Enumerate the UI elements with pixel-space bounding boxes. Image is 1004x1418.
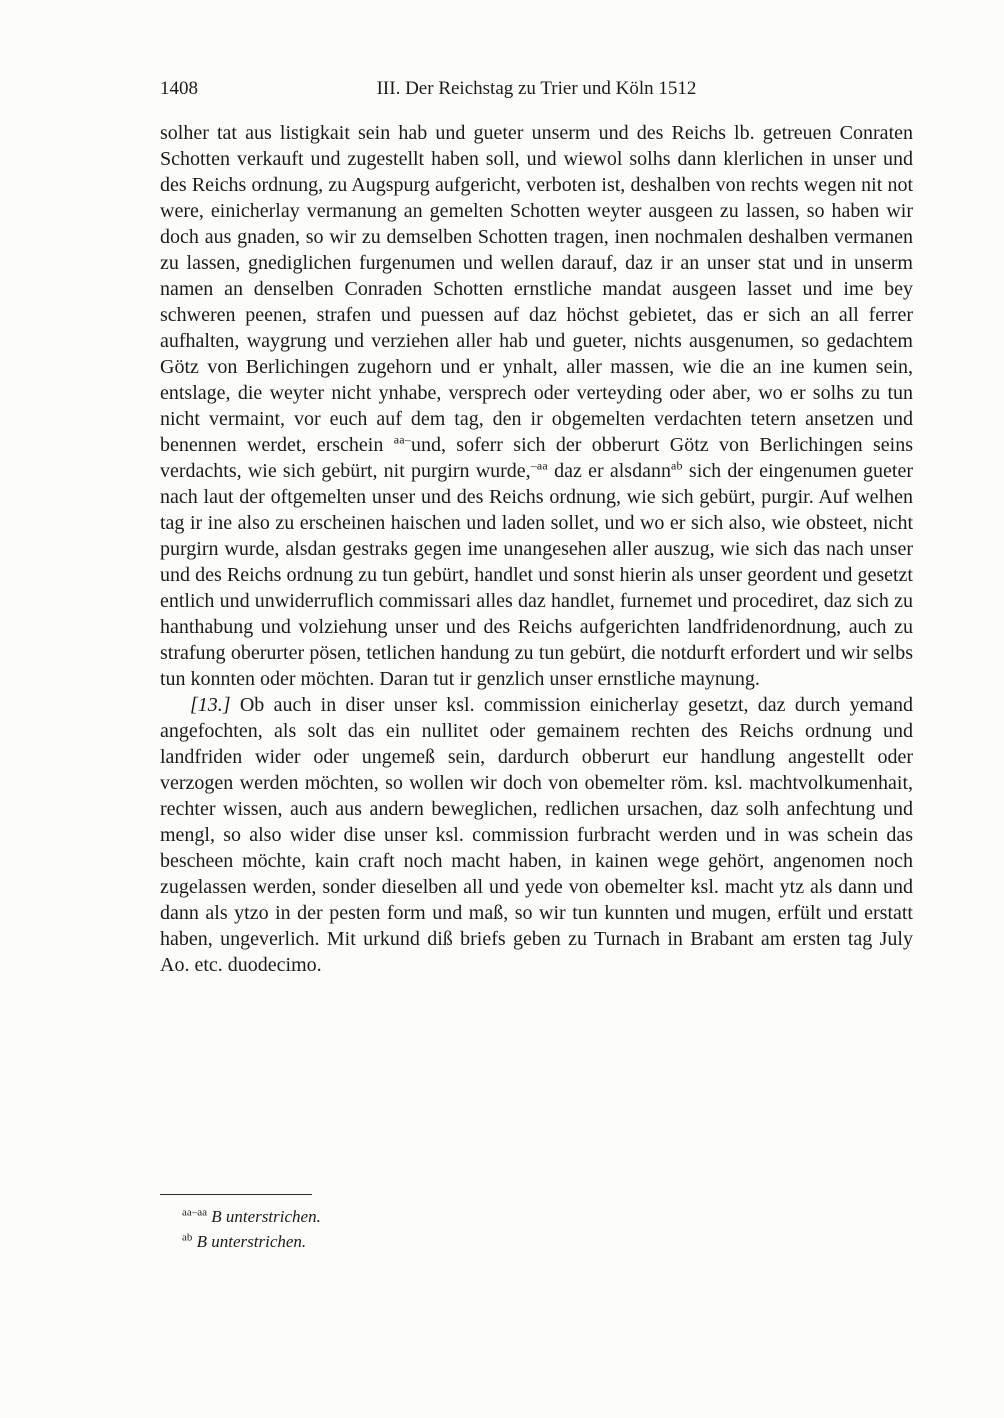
- footnote-ref-ab: ab: [670, 458, 683, 473]
- text-run: solher tat aus listigkait sein hab und gueter unserm und des Reichs lb. getreuen Conraten Schotten verkauft und zugestellt haben soll, und wiewol solhs dann klerlichen in unser und des Reichs ordnung, zu Augspurg aufgericht, verboten ist, deshalben von rechts wegen nit not were, einicherlay vermanung an gemelten Schotten weyter ausgeen zu lassen, so haben wir doch aus gnaden, so wir zu demselben Schotten tragen, inen nochmalen deshalben vermanen zu lassen, gnediglichen furgenumen und wellen darauf, daz ir an unser stat und in unserm namen an denselben Conraden Schotten ernstliche mandat ausgeen lasset und ime bey schweren peenen, strafen und puessen auf daz höchst gebietet, das er sich an all ferrer aufhalten, waygrung und verziehen aller hab und gueter, nichts ausgenumen, so gedachtem Götz von Berlichingen zugehorn und er ynhalt, aller massen, wie die an ine kumen sein, entslage, die weyter nicht ynhabe, versprech oder verteyding oder aber, wo er solhs zu tun nicht vermaint, vor euch auf dem tag, den ir obgemelten verdachten tetern ansetzen und benennen werdet, erschein: [160, 122, 913, 456]
- footnote-text: B unterstrichen.: [196, 1232, 307, 1251]
- text-run: sich der eingenumen gueter nach laut der oftgemelten unser und des Reichs ordnung, wie sich gebürt, purgir. Auf welhen tag ir ine also zu erscheinen haischen und laden sollet, und wo er sich also, wie obsteet, nicht purgirn wurde, alsdan gestraks gegen ime unangesehen aller auszug, wie sich das nach unser und des Reichs ordnung zu tun gebürt, handlet und sonst hierin als unser geordent und gesetzt entlich und unwiderruflich commissari alles daz handlet, furnemet und procediret, daz sich zu hanthabung und volziehung unser und des Reichs aufgerichten landfridenordnung, auch zu strafung oberurter pösen, tetlichen handung zu tun gebürt, die notdurft erfordert und wir selbs tun konnten oder möchten. Daran tut ir genzlich unser ernstliche maynung.: [160, 460, 914, 690]
- footnote-text: B unterstrichen.: [211, 1207, 321, 1226]
- text-run: daz er alsdann: [547, 460, 671, 482]
- footnote-separator-rule: [160, 1194, 312, 1195]
- footnote-marker-aa: aa–aa: [182, 1206, 208, 1219]
- section-number: [13.]: [190, 694, 231, 716]
- footnote-marker-ab: ab: [182, 1231, 193, 1244]
- text-run: und, soferr sich der obberurt Götz von Berlichingen seins verdachts, wie sich gebürt, nit purgirn wurde,: [160, 434, 913, 482]
- footnote-aa: [160, 1204, 913, 1229]
- footnote-ab: [160, 1229, 913, 1254]
- page-header: [160, 76, 913, 102]
- footnote-ref-aa-open: aa–: [393, 432, 411, 447]
- text-block: [160, 76, 913, 978]
- running-title: III. Der Reichstag zu Trier und Köln 1512: [376, 78, 697, 99]
- main-text: [160, 120, 913, 978]
- footnotes-section: [160, 1194, 913, 1254]
- paragraph-continuation: [160, 120, 913, 692]
- paragraph-13: [160, 692, 913, 978]
- page-number: 1408: [160, 78, 198, 99]
- text-run: Ob auch in diser unser ksl. commission einicherlay gesetzt, daz durch yemand angefochten, als solt das ein nullitet oder gemainem rechten des Reichs ordnung und landfriden wider oder ungemeß sein, dardurch obberurt eur handlung angestellt oder verzogen werden möchten, so wollen wir doch von obemelter röm. ksl. machtvolkumenhait, rechter wissen, auch aus andern beweglichen, redlichen ursachen, daz solh anfechtung und mengl, so also wider dise unser ksl. commission furbracht werden und in was schein das bescheen möchte, kain craft noch macht haben, in kainen wege gehört, angenomen noch zugelassen werden, sonder dieselben all und yede von obemelter ksl. macht ytz als dann und dann als ytzo in der pesten form und maß, so wir tun kunnten und mugen, erfült und erstatt haben, ungeverlich. Mit urkund diß briefs geben zu Turnach in Brabant am ersten tag July Ao. etc. duodecimo.: [160, 694, 913, 976]
- footnote-ref-aa-close: –aa: [530, 458, 548, 473]
